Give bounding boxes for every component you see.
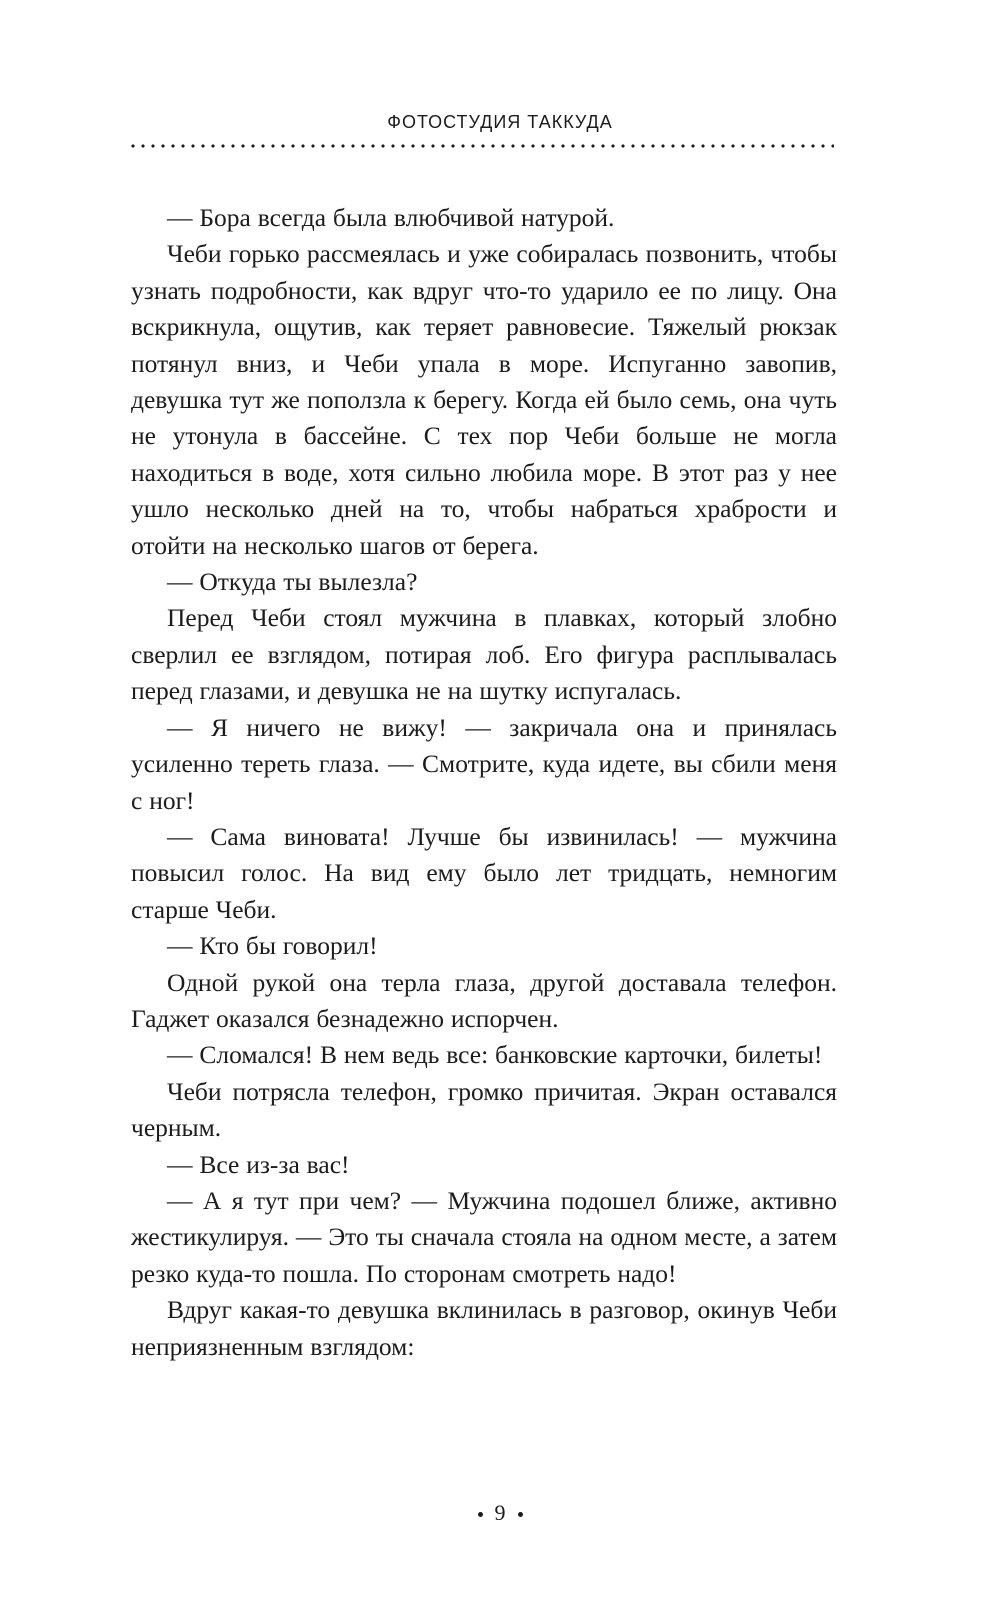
paragraph-1: — Бора всегда была влюбчивой натурой. (167, 203, 615, 232)
dotted-rule-divider (128, 144, 834, 148)
page-number-footer (0, 1500, 1000, 1526)
paragraph-6: — Сама виновата! Лучше бы извинилась! — мужчина повысил голос. На вид ему было лет тридцать, немногим старше Чеби. (131, 821, 837, 924)
paragraph-10: Чеби потрясла телефон, громко причитая. Экран оставался черным. (131, 1076, 837, 1143)
paragraph-8: Одной рукой она терла глаза, другой доставала телефон. Гаджет оказался безнадежно испорчен. (131, 967, 837, 1033)
paragraph-7: — Кто бы говорил! (167, 931, 378, 961)
paragraph-11: — Все из-за вас! (167, 1149, 350, 1179)
paragraph-9: — Сломался! В нем ведь все: банковские карточки, билеты! (167, 1040, 823, 1070)
paragraph-2: Чеби горько рассмеялась и уже собиралась позвонить, чтобы узнать подробности, как вдруг что-то ударило ее по лицу. Она вскрикнула, ощутив, как теряет равновесие. Тяжелый рюкзак потянул вниз, и Чеби упала в море. Испуганно завопив, девушка тут же поползла к берегу. Когда ей было семь, она чуть не утонула в бассейне. С тех пор Чеби больше не могла находиться в воде, хотя сильно любила море. В этот раз у нее ушло несколько дней на то, чтобы набраться храбрости и отойти на несколько шагов от берега. (131, 239, 837, 560)
running-head-title: ФОТОСТУДИЯ ТАККУДА (387, 112, 613, 132)
folio-left-dot-icon (478, 1512, 483, 1517)
paragraph-5: — Я ничего не вижу! — закричала она и принялась усиленно тереть глаза. — Смотрите, куда идете, вы сбили меня с ног! (131, 712, 837, 815)
folio-right-dot-icon (518, 1512, 523, 1517)
paragraph-4: Перед Чеби стоял мужчина в плавках, который злобно сверлил ее взглядом, потирая лоб. Его фигура расплывалась перед глазами, и девушка не на шутку испугалась. (131, 603, 837, 706)
paragraph-13: Вдруг какая-то девушка вклинилась в разговор, окинув Чеби неприязненным взглядом: (131, 1295, 837, 1361)
page-number: 9 (494, 1500, 506, 1525)
paragraph-12: — А я тут при чем? — Мужчина подошел ближе, активно жестикулируя. — Это ты сначала стояла на одном месте, а затем резко куда-то пошла. По сторонам смотреть надо! (131, 1185, 837, 1288)
paragraph-3: — Откуда ты вылезла? (167, 567, 418, 597)
page-body-text (131, 200, 837, 1365)
